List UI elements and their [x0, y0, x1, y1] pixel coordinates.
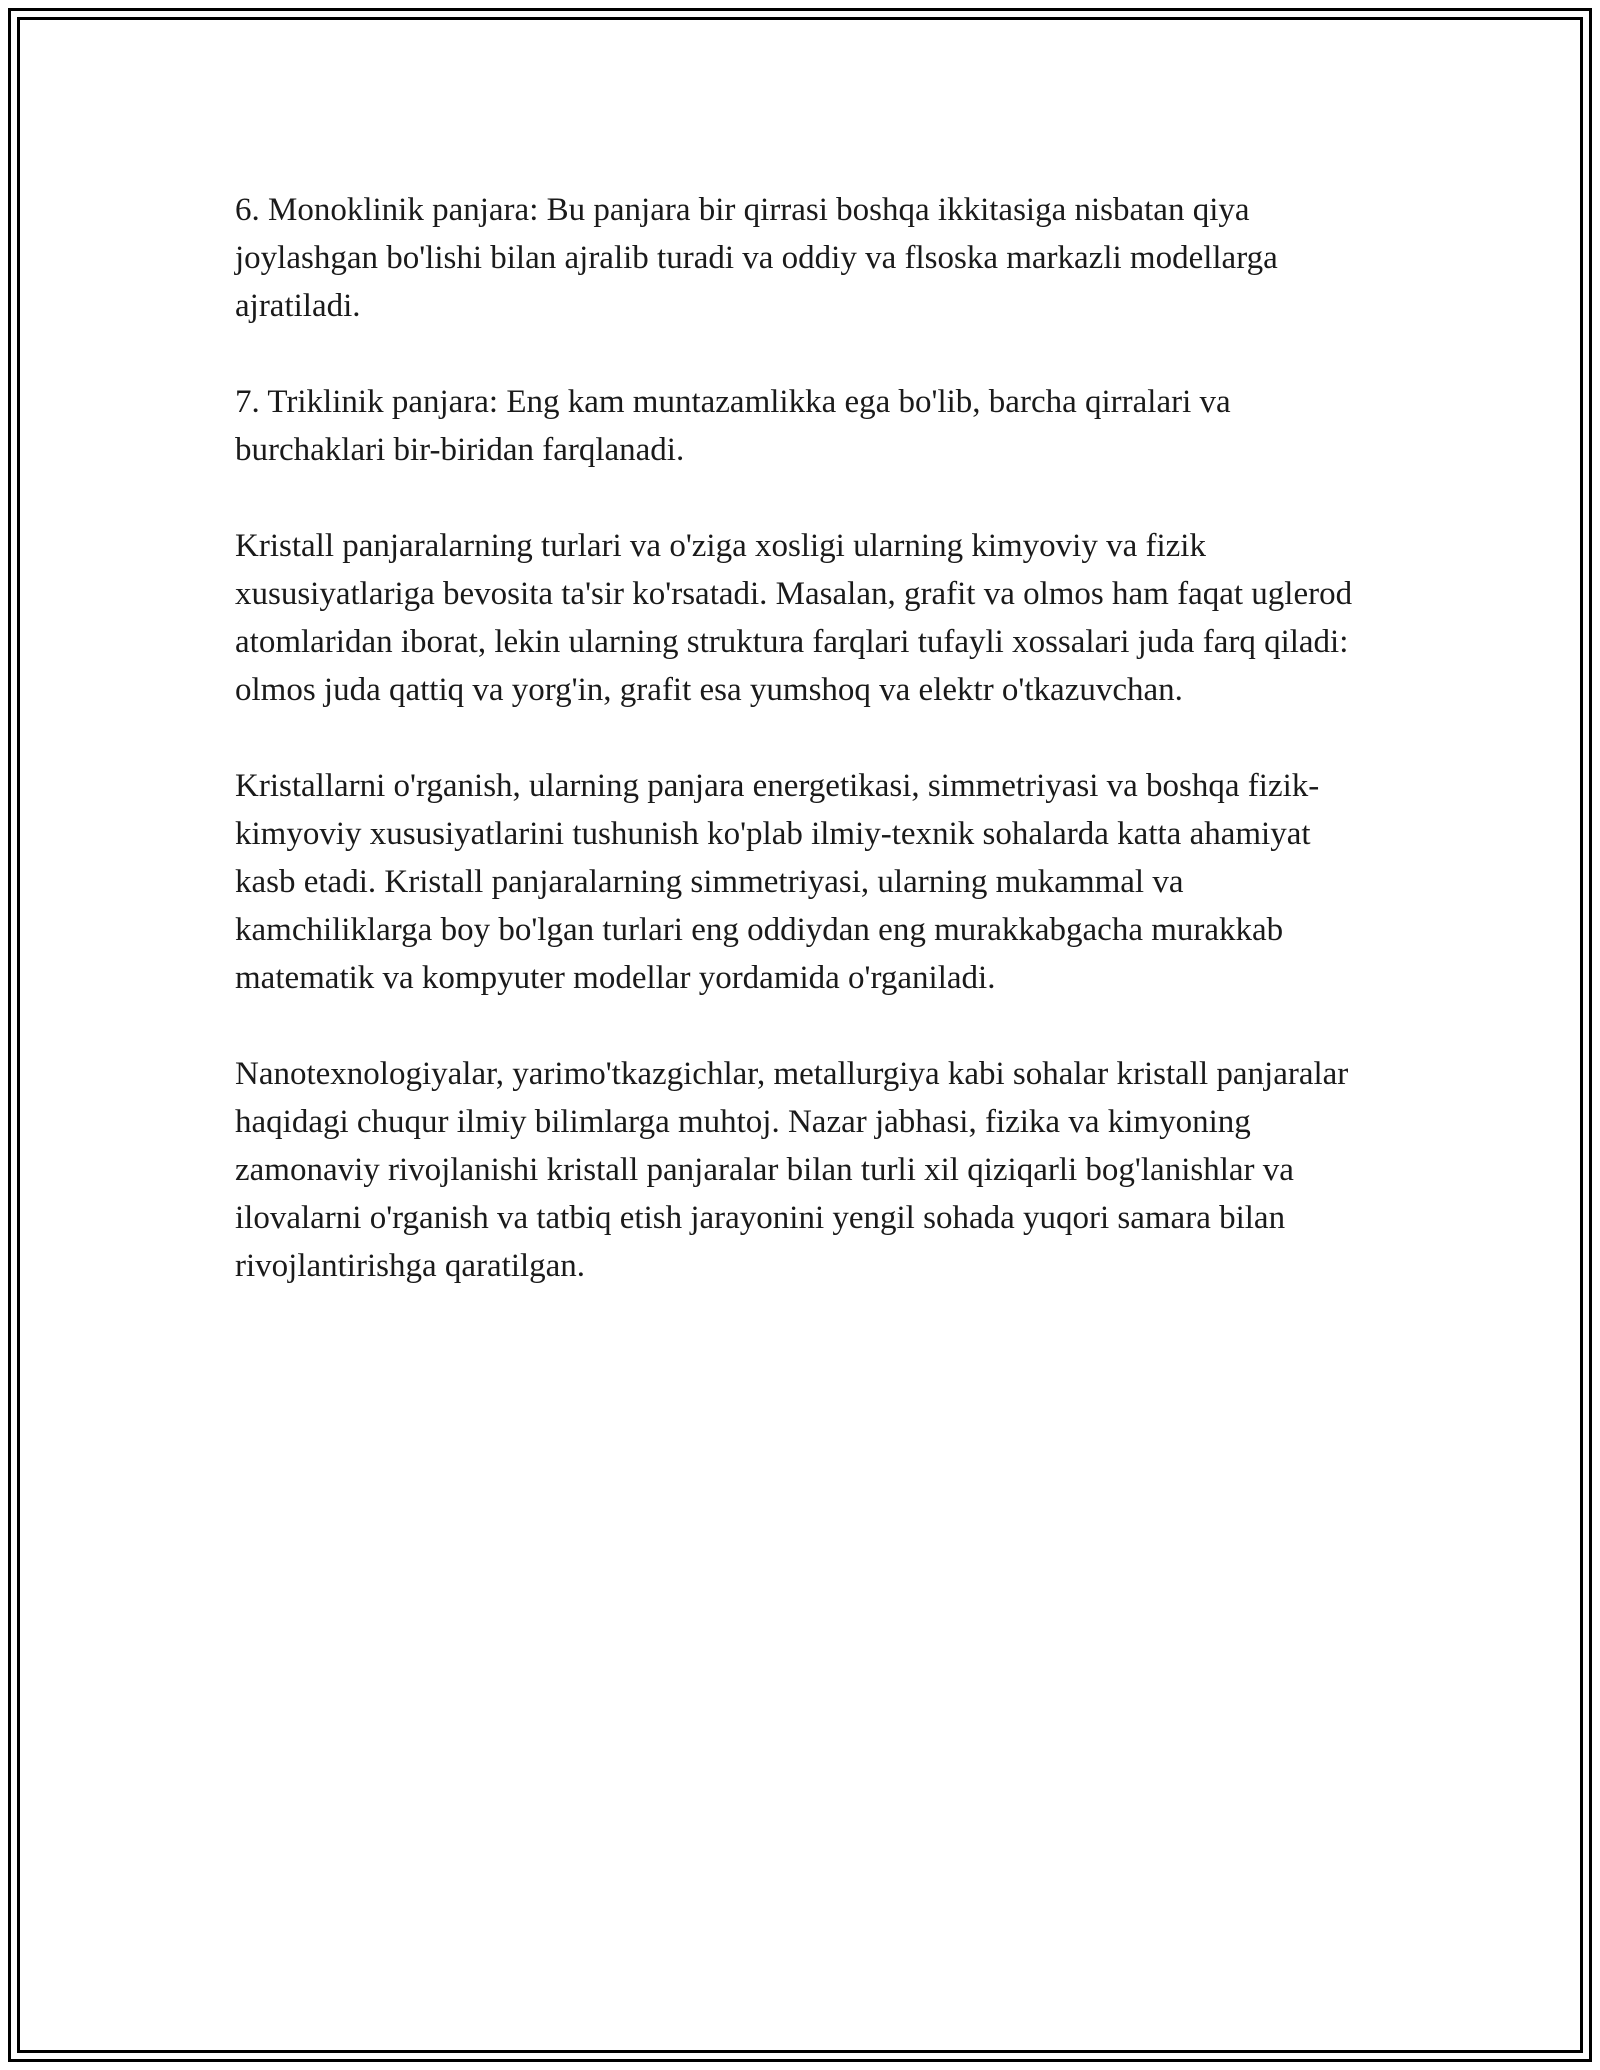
paragraph-triclinic-lattice: 7. Triklinik panjara: Eng kam muntazamlikka ega bo'lib, barcha qirralari va burchaklari bir-biridan farqlanadi.	[235, 384, 1231, 468]
paragraph-applications: Nanotexnologiyalar, yarimo'tkazgichlar, metallurgiya kabi sohalar kristall panjaralar haqidagi chuqur ilmiy bilimlarga muhtoj. Nazar jabhasi, fizika va kimyoning zamonaviy rivojlanishi kristall panjaralar bilan turli xil qiziqarli bog'lanishlar va ilovalarni o'rganish va tatbiq etish jarayonini yengil sohada yuqori samara bilan rivojlantirishga qaratilgan.	[235, 1056, 1349, 1284]
paragraph-monoclinic-lattice: 6. Monoklinik panjara: Bu panjara bir qirrasi boshqa ikkitasiga nisbatan qiya joylashgan bo'lishi bilan ajralib turadi va oddiy va flsoska markazli modellarga ajratiladi.	[235, 192, 1278, 324]
document-body	[235, 186, 1375, 1338]
paragraph-crystal-study: Kristallarni o'rganish, ularning panjara energetikasi, simmetriyasi va boshqa fizik-kimyoviy xususiyatlarini tushunish ko'plab ilmiy-texnik sohalarda katta ahamiyat kasb etadi. Kristall panjaralarning simmetriyasi, ularning mukammal va kamchiliklarga boy bo'lgan turlari eng oddiydan eng murakkabgacha murakkab matematik va kompyuter modellar yordamida o'rganiladi.	[235, 768, 1320, 996]
paragraph-lattice-properties: Kristall panjaralarning turlari va o'ziga xosligi ularning kimyoviy va fizik xususiyatlariga bevosita ta'sir ko'rsatadi. Masalan, grafit va olmos ham faqat uglerod atomlaridan iborat, lekin ularning struktura farqlari tufayli xossalari juda farq qiladi: olmos juda qattiq va yorg'in, grafit esa yumshoq va elektr o'tkazuvchan.	[235, 528, 1353, 708]
